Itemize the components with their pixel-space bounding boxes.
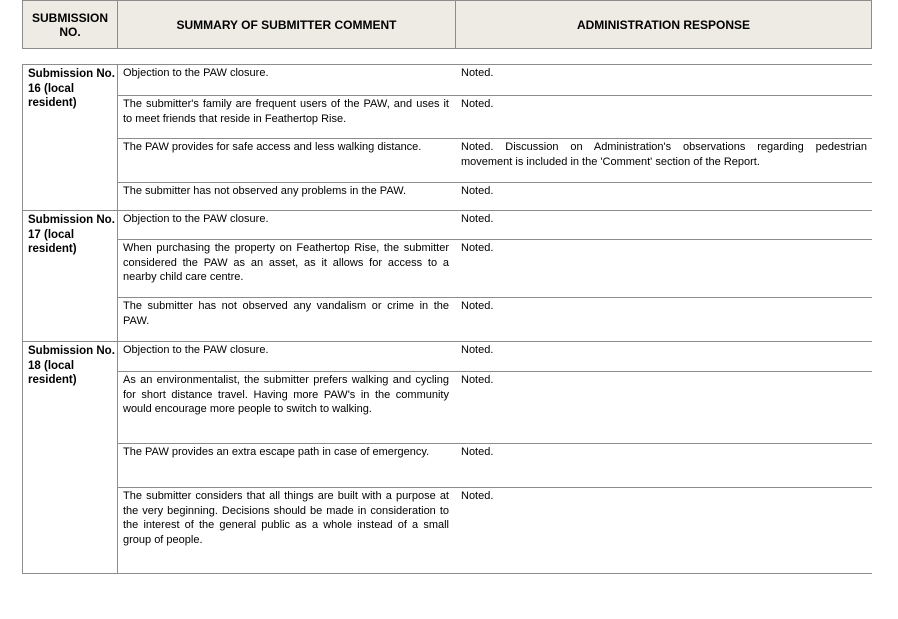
table-row: [117, 182, 872, 211]
table-row: [117, 443, 872, 487]
comment-cell: The submitter has not observed any problems in the PAW.: [123, 185, 407, 197]
header-response: ADMINISTRATION RESPONSE: [576, 17, 751, 32]
response-cell: Noted.: [461, 490, 494, 502]
comment-cell: Objection to the PAW closure.: [123, 344, 269, 356]
submission-group-17: [23, 210, 872, 341]
table-row: [117, 65, 872, 95]
table-row: [117, 487, 872, 575]
comment-cell: The PAW provides for safe access and less walking distance.: [123, 141, 422, 153]
table-row: [117, 297, 872, 342]
submission-group-18: [23, 341, 872, 574]
response-cell: Noted.: [461, 374, 494, 386]
submissions-table: [22, 64, 872, 574]
response-cell: Noted.: [461, 213, 494, 225]
comment-cell: As an environmentalist, the submitter prefers walking and cycling for short distance travel. Having more PAW's in the community would encourage more people to switch to walking.: [123, 374, 449, 415]
table-row: [117, 371, 872, 443]
comment-cell: When purchasing the property on Feathertop Rise, the submitter considered the PAW as an asset, as it allows for access to a nearby child care centre.: [123, 242, 449, 283]
response-cell: Noted.: [461, 300, 494, 312]
response-cell: Noted.: [461, 242, 494, 254]
table-header: [22, 0, 872, 49]
response-cell: Noted.: [461, 344, 494, 356]
table-row: [117, 239, 872, 297]
comment-cell: The submitter has not observed any vandalism or crime in the PAW.: [123, 300, 449, 327]
table-row: [117, 95, 872, 138]
table-row: [117, 211, 872, 239]
comment-cell: The submitter's family are frequent users of the PAW, and uses it to meet friends that reside in Feathertop Rise.: [123, 98, 449, 125]
response-cell: Noted.: [461, 446, 494, 458]
submission-label: Submission No. 16 (local resident): [28, 68, 115, 109]
response-cell: Noted.: [461, 185, 494, 197]
response-cell: Noted.: [461, 98, 494, 110]
table-row: [117, 342, 872, 371]
submission-group-16: [23, 65, 872, 210]
header-submission-no: SUBMISSION NO.: [23, 1, 118, 48]
submission-label: Submission No. 18 (local resident): [28, 345, 115, 386]
comment-cell: The submitter considers that all things are built with a purpose at the very beginning. Decisions should be made in consideration to the interest of the general public as a whole instead of a small group of people.: [123, 490, 449, 546]
comment-cell: Objection to the PAW closure.: [123, 67, 269, 79]
comment-cell: Objection to the PAW closure.: [123, 213, 269, 225]
table-row: [117, 138, 872, 182]
comment-cell: The PAW provides an extra escape path in case of emergency.: [123, 446, 430, 458]
response-cell: Noted. Discussion on Administration's observations regarding pedestrian movement is included in the 'Comment' section of the Report.: [461, 141, 867, 168]
submission-label: Submission No. 17 (local resident): [28, 214, 115, 255]
header-summary: SUMMARY OF SUBMITTER COMMENT: [118, 1, 456, 48]
response-cell: Noted.: [461, 67, 494, 79]
